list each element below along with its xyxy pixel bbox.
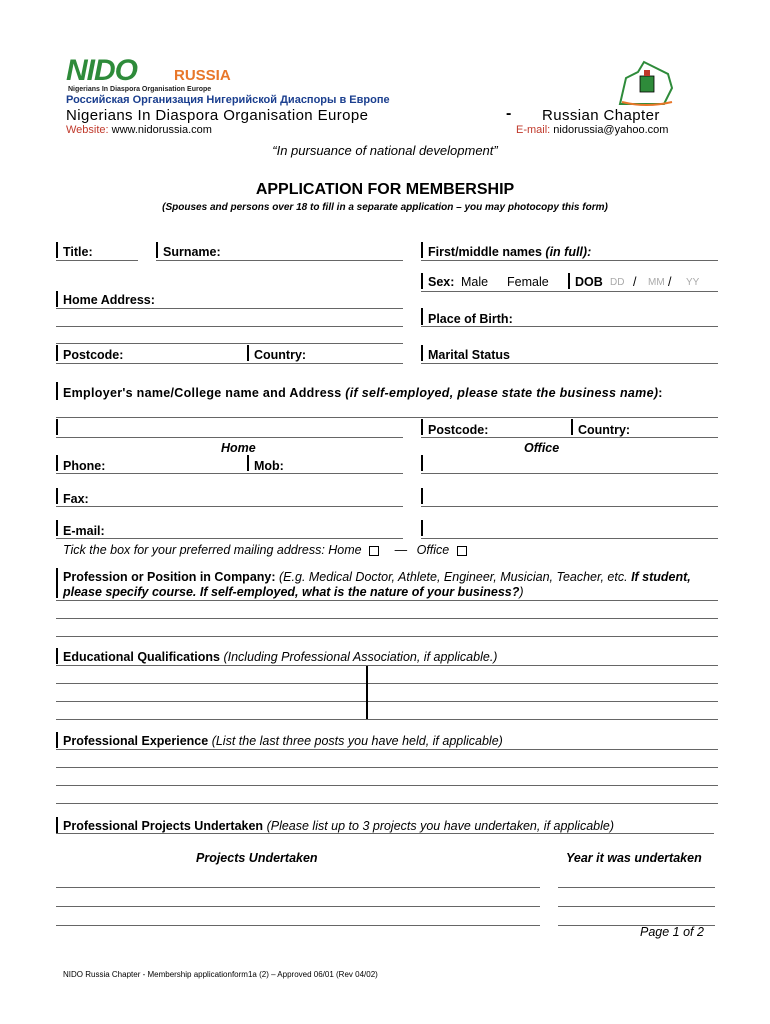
place-of-birth-field[interactable] — [421, 326, 718, 327]
dob-label: DOB — [575, 275, 603, 289]
home-address-label: Home Address: — [63, 293, 155, 307]
logo-country: RUSSIA — [174, 67, 231, 84]
footer-note: NIDO Russia Chapter - Membership applicationform1a (2) – Approved 06/01 (Rev 04/02) — [63, 970, 378, 979]
fax-home-field[interactable] — [56, 506, 403, 507]
dob-yy[interactable]: YY — [686, 277, 700, 288]
employer-label-text: Employer's name/College name and Address — [63, 386, 342, 400]
country2-label: Country: — [578, 423, 631, 437]
experience-line-4[interactable] — [56, 803, 718, 804]
page-number: Page 1 of 2 — [640, 925, 704, 939]
place-of-birth-label: Place of Birth: — [428, 312, 513, 326]
mailing-home-checkbox[interactable] — [369, 546, 379, 556]
org-name: Nigerians In Diaspora Organisation Europe — [66, 107, 369, 124]
sex-option-female[interactable]: Female — [507, 275, 549, 289]
email-home-field[interactable] — [56, 538, 403, 539]
sex-dob-line — [421, 291, 718, 292]
profession-field-line-2[interactable] — [56, 618, 718, 619]
form-title: APPLICATION FOR MEMBERSHIP — [255, 181, 515, 198]
project-3-field[interactable] — [56, 925, 540, 926]
experience-line-2[interactable] — [56, 767, 718, 768]
employer-note: (if self-employed, please state the business name) — [345, 386, 659, 400]
logo-word: NIDO — [66, 54, 137, 87]
postcode-label: Postcode: — [63, 348, 124, 362]
education-line-1[interactable] — [56, 665, 718, 666]
coat-of-arms-emblem — [612, 58, 682, 108]
dob-dd[interactable]: DD — [610, 277, 625, 288]
first-names-note: (in full): — [545, 245, 592, 259]
profession-field-line-1[interactable] — [56, 600, 718, 601]
project-1-field[interactable] — [56, 887, 540, 888]
russian-title: Российская Организация Нигерийской Диаспоры в Европе — [66, 94, 390, 106]
education-line-4[interactable] — [56, 719, 718, 720]
nido-logo — [66, 54, 276, 94]
email-field-label: E-mail: — [63, 524, 105, 538]
projects-section — [63, 819, 614, 833]
dob-slash-1: / — [633, 275, 637, 289]
experience-note: (List the last three posts you have held, if applicable) — [211, 734, 503, 748]
education-line-3[interactable] — [56, 701, 718, 702]
sex-label: Sex: — [428, 275, 455, 289]
education-section — [63, 650, 497, 664]
email-office-field[interactable] — [421, 538, 718, 539]
profession-close: ) — [519, 585, 524, 599]
postcode-country-field[interactable] — [56, 363, 403, 364]
employer-postcode-country-field[interactable] — [421, 437, 718, 438]
chapter-name: Russian Chapter — [542, 107, 660, 124]
home-address-line-3[interactable] — [56, 343, 403, 344]
year-2-field[interactable] — [558, 906, 715, 907]
education-line-2[interactable] — [56, 683, 718, 684]
phone-office-field[interactable] — [421, 473, 718, 474]
home-heading: Home — [221, 441, 256, 455]
projects-label: Professional Projects Undertaken — [63, 819, 264, 833]
website-url[interactable]: www.nidorussia.com — [111, 124, 212, 136]
phone-home-field[interactable] — [56, 473, 403, 474]
org-dash: - — [506, 105, 512, 122]
office-heading: Office — [524, 441, 560, 455]
experience-line-3[interactable] — [56, 785, 718, 786]
year-1-field[interactable] — [558, 887, 715, 888]
surname-label: Surname: — [163, 245, 221, 259]
marital-status-label: Marital Status — [428, 348, 510, 362]
project-2-field[interactable] — [56, 906, 540, 907]
projects-header-line — [56, 833, 714, 834]
dob-mm[interactable]: MM — [648, 277, 665, 288]
mailing-dash: — — [394, 543, 408, 557]
first-names-text: First/middle names — [428, 245, 542, 259]
country-label: Country: — [254, 348, 307, 362]
marital-status-field[interactable] — [421, 363, 718, 364]
mailing-office-checkbox[interactable] — [457, 546, 467, 556]
projects-col-heading: Projects Undertaken — [196, 851, 318, 865]
first-names-label — [428, 245, 591, 259]
employer-label — [63, 386, 663, 400]
dob-slash-2: / — [668, 275, 672, 289]
home-address-line-2[interactable] — [56, 326, 403, 327]
experience-section — [63, 734, 503, 748]
profession-field-line-3[interactable] — [56, 636, 718, 637]
education-note: (Including Professional Association, if applicable.) — [223, 650, 498, 664]
first-names-field[interactable] — [421, 260, 718, 261]
mob-label: Mob: — [254, 459, 284, 473]
email-line — [516, 124, 668, 136]
sex-option-male[interactable]: Male — [461, 275, 489, 289]
mailing-text: Tick the box for your preferred mailing address: Home — [63, 543, 362, 557]
employer-colon: : — [658, 386, 663, 400]
email-address[interactable]: nidorussia@yahoo.com — [553, 124, 669, 136]
website-line — [66, 124, 212, 136]
employer-field-line-2[interactable] — [56, 437, 403, 438]
experience-label: Professional Experience — [63, 734, 209, 748]
mailing-office-text: Office — [416, 543, 450, 557]
education-label: Educational Qualifications — [63, 650, 220, 664]
motto: “In pursuance of national development” — [272, 143, 498, 158]
fax-label: Fax: — [63, 492, 89, 506]
fax-office-field[interactable] — [421, 506, 718, 507]
projects-note: (Please list up to 3 projects you have undertaken, if applicable) — [266, 819, 614, 833]
mailing-preference — [63, 543, 467, 557]
home-address-line-1[interactable] — [56, 308, 403, 309]
email-label: E-mail: — [516, 124, 551, 136]
experience-line-1[interactable] — [56, 749, 718, 750]
title-field[interactable] — [56, 260, 138, 261]
year-col-heading: Year it was undertaken — [566, 851, 702, 865]
education-column-divider — [366, 666, 368, 719]
profession-section — [63, 570, 713, 600]
website-label: Website: — [66, 124, 109, 136]
employer-field-line-1[interactable] — [56, 417, 718, 418]
profession-label: Profession or Position in Company: — [63, 570, 276, 584]
form-subtitle: (Spouses and persons over 18 to fill in a separate application – you may photocopy this form) — [162, 202, 608, 213]
profession-note-2: If student, please specify course. If self-employed, what is the nature of your business? — [63, 570, 691, 599]
phone-label: Phone: — [63, 459, 106, 473]
logo-subtitle: Nigerians In Diaspora Organisation Europe — [68, 86, 212, 93]
title-label: Title: — [63, 245, 93, 259]
surname-field[interactable] — [156, 260, 403, 261]
profession-note: (E.g. Medical Doctor, Athlete, Engineer, Musician, Teacher, etc. — [279, 570, 628, 584]
postcode2-label: Postcode: — [428, 423, 489, 437]
